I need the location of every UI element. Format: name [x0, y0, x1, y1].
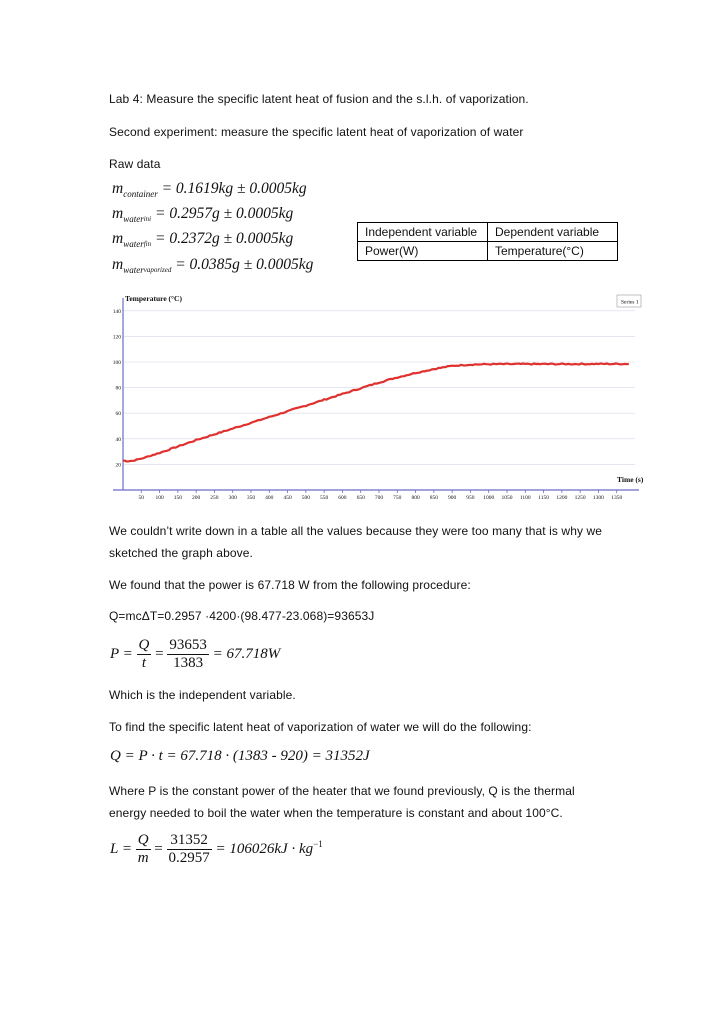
y-tick-label: 60 [115, 411, 121, 418]
variables-table [357, 222, 618, 261]
x-tick-label: 1350 [611, 495, 623, 501]
x-tick-label: 650 [356, 495, 365, 501]
mass-water-initial-equation: $m_{water}ini = 0.2957g \pm 0.0005kg$ [112, 205, 294, 224]
x-tick-label: 700 [374, 495, 384, 501]
x-tick-label: 250 [210, 495, 219, 501]
y-tick-label: 100 [112, 360, 121, 366]
table-cell-dependent: Temperature(°C) [488, 242, 618, 261]
mass-container-equation: $m_{container} = 0.1619kg \pm 0.0005kg$ [112, 180, 307, 199]
x-tick-label: 100 [155, 495, 164, 501]
table-header-dependent: Dependent variable [488, 223, 618, 242]
document-title: Lab 4: Measure the specific latent heat of fusion and the s.l.h. of vaporization. [109, 92, 529, 106]
paragraph-2: We found that the power is 67.718 W from the following procedure: [109, 578, 471, 592]
table-cell-independent: Power(W) [358, 242, 488, 261]
x-tick-label: 850 [429, 495, 438, 501]
equation-heat-q: Q=mcΔT=0.2957 ·4200·(98.477-23.068)=93653J [109, 609, 375, 623]
x-tick-label: 450 [283, 495, 292, 501]
x-tick-label: 500 [301, 495, 310, 501]
x-tick-label: 300 [228, 495, 237, 501]
equation-power: P = $\frac{Q}{t}$ = $\frac{93653}{1383}$ = 67.718W [110, 637, 281, 671]
x-tick-label: 50 [138, 495, 145, 501]
table-row [358, 223, 618, 242]
x-tick-label: 1150 [538, 495, 549, 501]
mass-water-final-equation: $m_{water}fin = 0.2372g \pm 0.0005kg$ [112, 230, 294, 249]
table-header-independent: Independent variable [358, 223, 488, 242]
x-tick-label: 800 [411, 495, 420, 501]
fraction-latent-values: $\frac{31352}{0.2957}$ [168, 832, 210, 866]
x-tick-label: 1050 [501, 495, 513, 501]
paragraph-4: To find the specific latent heat of vaporization of water we will do the following: [109, 720, 532, 734]
temperature-time-chart [107, 290, 643, 517]
x-tick-label: 200 [192, 495, 201, 501]
paragraph-5: Where P is the constant power of the heater that we found previously, Q is the thermal [109, 784, 575, 798]
fraction-q-over-m: $\frac{Q}{m}$ [137, 832, 149, 866]
x-tick-label: 1200 [556, 495, 568, 501]
fraction-power-values: $\frac{93653}{1383}$ [169, 637, 207, 671]
x-tick-label: 1000 [483, 495, 495, 501]
x-tick-label: 600 [338, 495, 347, 501]
x-axis-label: Time (s) [617, 475, 643, 484]
paragraph-5b: energy needed to boil the water when the temperature is constant and about 100°C. [109, 806, 563, 820]
x-tick-label: 400 [265, 495, 274, 501]
chart-svg [107, 290, 643, 512]
y-tick-label: 40 [115, 436, 121, 443]
mass-water-vaporized-equation: $m_{water}vaporized = 0.0385g \pm 0.0005kg$ [112, 256, 314, 275]
x-tick-label: 1300 [592, 495, 604, 501]
y-tick-label: 80 [115, 385, 121, 392]
fraction-q-over-t: $\frac{Q}{t}$ [138, 637, 150, 671]
paragraph-1: We couldn’t write down in a table all the values because they were too many that is why we [109, 524, 603, 538]
paragraph-3: Which is the independent variable. [109, 688, 296, 702]
x-tick-label: 1100 [519, 495, 531, 501]
x-tick-label: 950 [466, 495, 475, 501]
x-tick-label: 750 [393, 495, 402, 501]
legend-label: Series 1 [621, 299, 639, 306]
x-tick-label: 900 [448, 495, 457, 501]
y-tick-label: 140 [112, 308, 121, 315]
paragraph-1b: sketched the graph above. [109, 546, 253, 560]
document-subtitle: Second experiment: measure the specific latent heat of vaporization of water [109, 125, 524, 139]
table-row [358, 242, 618, 261]
x-tick-label: 350 [246, 495, 256, 501]
equation-latent-heat: L = $\frac{Q}{m}$ = $\frac{31352}{0.2957}$ = $106026kJ \cdot kg^{-1}$ [110, 832, 323, 866]
x-tick-label: 1250 [574, 495, 586, 501]
x-tick-label: 550 [320, 495, 329, 501]
raw-data-heading: Raw data [109, 157, 161, 171]
equation-heat-q2: Q = P · t = 67.718 · (1383 - 920) = 31352J [110, 748, 370, 764]
y-axis-label: Temperature (°C) [125, 294, 182, 303]
x-tick-label: 150 [173, 495, 182, 501]
y-tick-label: 120 [112, 334, 121, 341]
y-tick-label: 20 [115, 462, 121, 469]
